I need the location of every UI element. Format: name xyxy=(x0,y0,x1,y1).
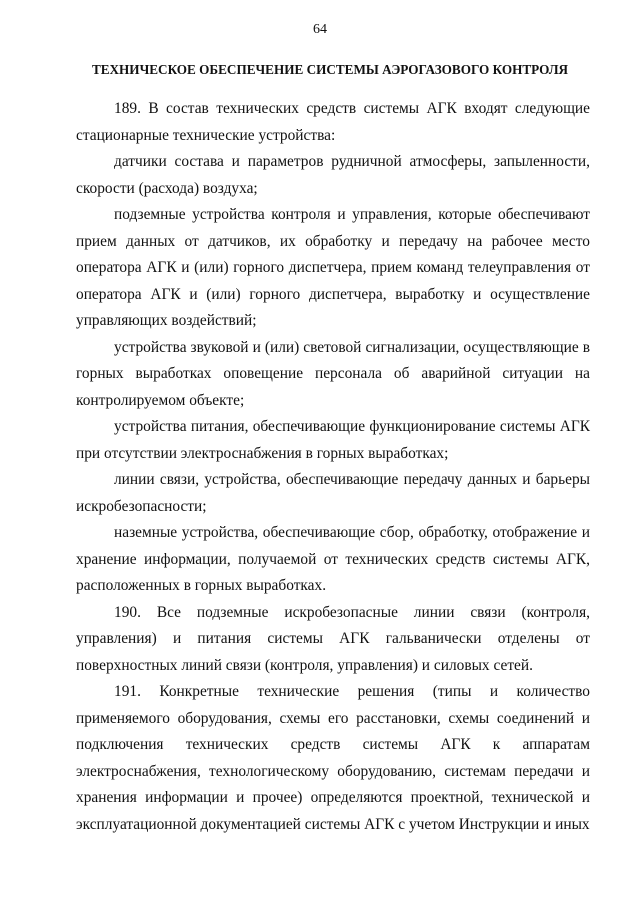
list-item-underground-devices: подземные устройства контроля и управления, которые обеспечивают прием данных от датчиков, их обработку и передачу на рабочее место оператора АГК и (или) горного диспетчера, прием команд телеуправления от оператора АГК и (или) горного диспетчера, выработку и осуществление управляющих воздействий; xyxy=(76,206,590,329)
list-item-surface-devices: наземные устройства, обеспечивающие сбор, обработку, отображение и хранение информации, получаемой от технических средств системы АГК, расположенных в горных выработках. xyxy=(76,524,590,594)
list-item-communication-lines: линии связи, устройства, обеспечивающие передачу данных и барьеры искробезопасности; xyxy=(76,471,590,515)
list-item-alarm-devices: устройства звуковой и (или) световой сигнализации, осуществляющие в горных выработках оповещение персонала об аварийной ситуации на контролируемом объекте; xyxy=(76,338,590,409)
paragraph-190: 190. Все подземные искробезопасные линии связи (контроля, управления) и питания системы АГК гальванически отделены от поверхностных линий связи (контроля, управления) и силовых сетей. xyxy=(76,603,590,674)
page-number: 64 xyxy=(313,22,327,37)
paragraph-191: 191. Конкретные технические решения (типы и количество применяемого оборудования, схемы его расстановки, схемы соединений и подключения технических средств системы АГК к аппаратам электроснабжения, технологическому оборудованию, системам передачи и хранения информации и прочее) определяются проектной, технической и эксплуатационной документацией системы АГК с учетом Инструкции и иных xyxy=(76,683,590,833)
list-item-sensors: датчики состава и параметров рудничной атмосферы, запыленности, скорости (расхода) воздуха; xyxy=(76,153,590,197)
section-heading: ТЕХНИЧЕСКОЕ ОБЕСПЕЧЕНИЕ СИСТЕМЫ АЭРОГАЗОВОГО КОНТРОЛЯ xyxy=(91,62,569,77)
body-text xyxy=(76,96,590,838)
list-item-power-devices: устройства питания, обеспечивающие функционирование системы АГК при отсутствии электроснабжения в горных выработках; xyxy=(76,418,590,462)
paragraph-189: 189. В состав технических средств системы АГК входят следующие стационарные технические устройства: xyxy=(76,100,590,144)
